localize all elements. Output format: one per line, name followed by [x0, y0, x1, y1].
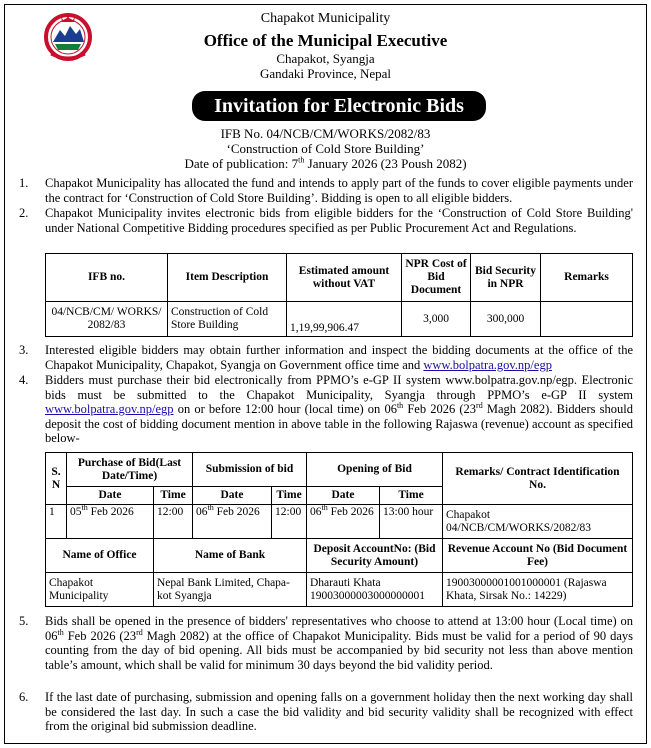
cell-remarks [541, 302, 633, 337]
para-6-number: 6. [19, 690, 29, 704]
t2-header-bank: Name of Bank [154, 539, 307, 573]
cell-item: Construction of Cold Store Building [168, 302, 287, 337]
t2-header-purchase-time: Time [154, 487, 193, 505]
t2-cell-bank: Nepal Bank Limited, Chapa-kot Syangja [154, 573, 307, 607]
t2-header-submission: Submission of bid [193, 453, 307, 487]
cell-amount: 1,19,99,906.47 [287, 302, 402, 337]
table-row [46, 505, 633, 539]
table1-header-security: Bid Security in NPR [471, 254, 541, 302]
cell-doc-cost: 3,000 [402, 302, 471, 337]
t2-header-deposit: Deposit AccountNo: (Bid Security Amount) [307, 539, 443, 573]
t2-cell-purchase-date: 05th Feb 2026 [67, 505, 154, 539]
t2-header-purchase: Purchase of Bid(Last Date/Time) [67, 453, 193, 487]
t2-header-submission-time: Time [272, 487, 307, 505]
t2-cell-office: Chapakot Municipality [46, 573, 154, 607]
publication-date: Date of publication: 7th January 2026 (23 Poush 2082) [184, 155, 467, 171]
t2-header-revenue: Revenue Account No (Bid Document Fee) [443, 539, 633, 573]
t2-cell-submission-time: 12:00 [272, 505, 307, 539]
t2-cell-sn: 1 [46, 505, 67, 539]
t2-header-purchase-date: Date [67, 487, 154, 505]
bolpatra-egp-link[interactable]: www.bolpatra.gov.np/egp [45, 402, 174, 417]
t2-header-submission-date: Date [193, 487, 272, 505]
ifb-number: IFB No. 04/NCB/CM/WORKS/2082/83 [220, 126, 431, 141]
cell-security: 300,000 [471, 302, 541, 337]
table1-header-remarks: Remarks [541, 254, 633, 302]
para-2-number: 2. [19, 206, 29, 220]
para-1-text: Chapakot Municipality has allocated the fund and intends to apply part of the funds to cover eligible payments under the contract for ‘Construction of Cold Store Building’. Bidding is open to all eligible bidders. [45, 176, 633, 205]
table1-header-doc-cost: NPR Cost of Bid Document [402, 254, 471, 302]
t2-cell-purchase-time: 12:00 [154, 505, 193, 539]
municipality-name: Chapakot Municipality [260, 11, 391, 26]
para-1-number: 1. [19, 176, 29, 190]
notice-title-banner: Invitation for Electronic Bids [192, 91, 486, 121]
para-4-number: 4. [19, 373, 29, 387]
para-3-text: Interested eligible bidders may obtain further information and inspect the bidding documents at the office of the Chapakot Municipality, Chapakot, Syangja on Government office time and www.bolpatra.gov.np/egp [45, 343, 633, 372]
para-6-text: If the last date of purchasing, submission and opening falls on a government holiday then the next working day shall be considered the last day. In such a case the bid validity and bid security validity shall be recognized with effect from the original bid submission deadline. [45, 690, 633, 734]
para-3-number: 3. [19, 343, 29, 357]
t2-header-opening-date: Date [307, 487, 380, 505]
para-5-number: 5. [19, 614, 29, 628]
t2-cell-opening-time: 13:00 hour [380, 505, 443, 539]
table1-header-ifb: IFB no. [46, 254, 168, 302]
address-line-1: Chapakot, Syangja [276, 51, 375, 66]
t2-cell-deposit: Dharauti Khata 19003000003000000001 [307, 573, 443, 607]
t2-header-opening: Opening of Bid [307, 453, 443, 487]
table-row [46, 573, 633, 607]
table-row [46, 302, 633, 337]
bid-cost-table [45, 253, 633, 337]
table1-header-amount: Estimated amount without VAT [287, 254, 402, 302]
table1-header-item: Item Description [168, 254, 287, 302]
para-2-text: Chapakot Municipality invites electronic bids from eligible bidders for the ‘Construction of Cold Store Building' under National Competitive Bidding procedures specified as per Public Procurement Act and Regulations. [45, 206, 633, 235]
t2-header-opening-time: Time [380, 487, 443, 505]
t2-cell-submission-date: 06th Feb 2026 [193, 505, 272, 539]
bolpatra-link[interactable]: www.bolpatra.gov.np/egp [423, 357, 552, 372]
bid-schedule-table [45, 452, 633, 607]
para-5-text: Bids shall be opened in the presence of bidders' representatives who choose to attend at 13:00 hour (Local time) on 06th Feb 2026 (23rd Magh 2082) at the office of Chapakot Municipality. Bids must be valid for a period of 90 days counting from the day of bid opening. All bids must be accompanied by bid security not less than above mention table’s amount, which shall be valid for minimum 30 days beyond the bid validity period. [45, 614, 633, 672]
address-line-2: Gandaki Province, Nepal [259, 66, 392, 81]
office-title: Office of the Municipal Executive [203, 31, 448, 50]
para-4-text: Bidders must purchase their bid electronically from PPMO’s e-GP II system www.bolpatra.gov.np/egp. Electronic bids must be submitted to the Chapakot Municipality, Syangja through PPMO’s e-GP II system www.bolpatra.gov.np/egp on or before 12:00 hour (local time) on 06th Feb 2026 (23rd Magh 2082). Bidders should deposit the cost of bidding document mention in above table in the following Rajaswa (revenue) account as specified below- [45, 373, 633, 446]
cell-ifb-no: 04/NCB/CM/ WORKS/ 2082/83 [46, 302, 168, 337]
t2-header-sn: S. N [46, 453, 67, 505]
t2-cell-revenue: 19003000001001000001 (Rajaswa Khata, Sirsak No.: 14229) [443, 573, 633, 607]
t2-header-office: Name of Office [46, 539, 154, 573]
t2-header-remarks: Remarks/ Contract Identification No. [443, 453, 633, 505]
t2-cell-opening-date: 06th Feb 2026 [307, 505, 380, 539]
t2-cell-remarks: Chapakot 04/NCB/CM/WORKS/2082/83 [443, 505, 633, 539]
project-name: ‘Construction of Cold Store Building’ [226, 141, 425, 156]
